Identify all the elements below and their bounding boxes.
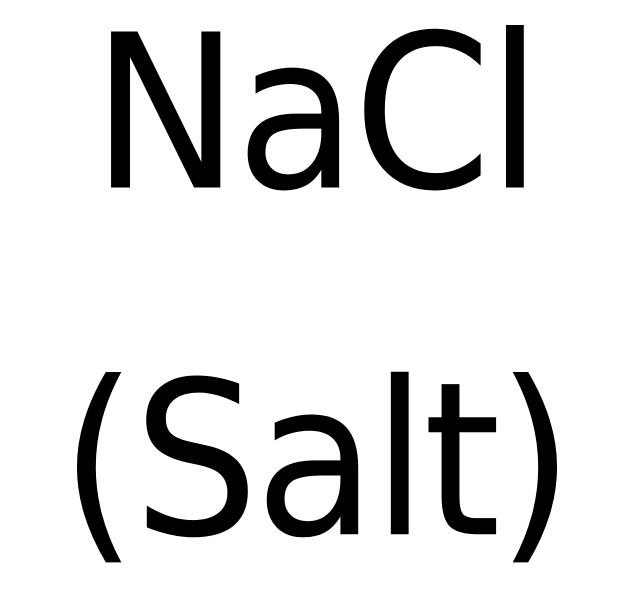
chemical-formula: NaCl <box>91 0 539 239</box>
common-name: (Salt) <box>59 335 571 585</box>
